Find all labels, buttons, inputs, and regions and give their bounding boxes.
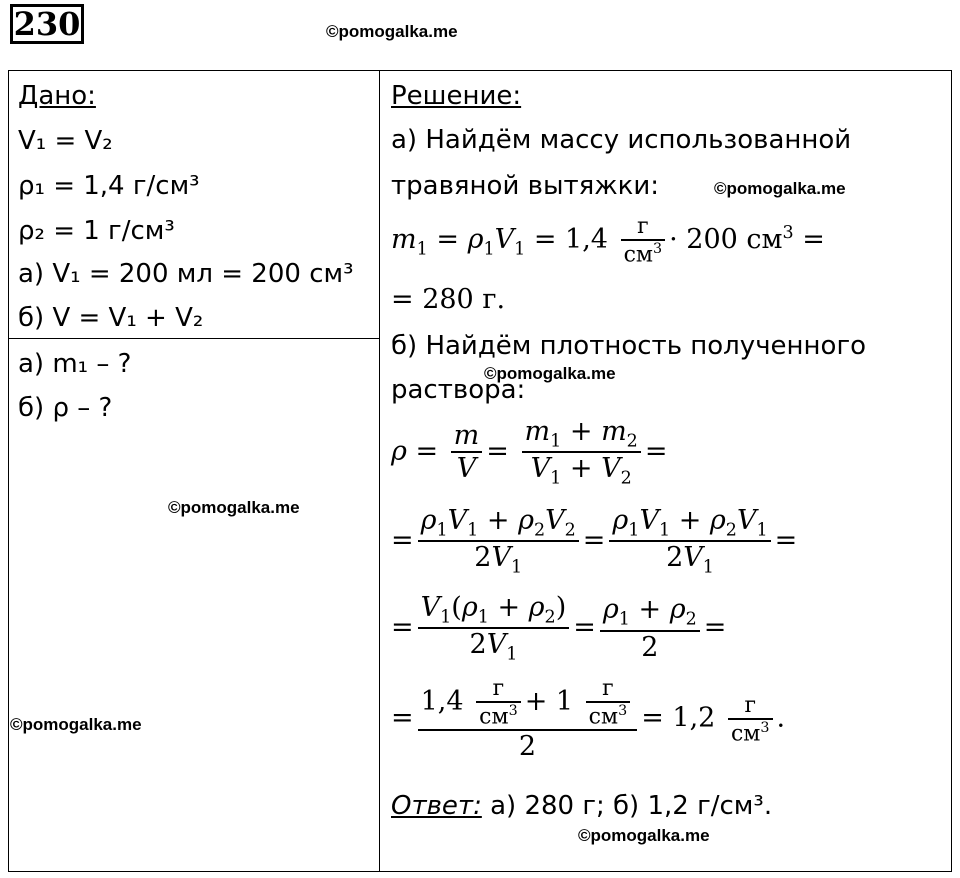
watermark: ©pomogalka.me	[326, 22, 458, 41]
formula-density-4: = 1,4 г $см^3$ + 1 г $см^3$ 2 = 1,2 г $см^3$ .	[391, 676, 786, 763]
given-line: б) V = V₁ + V₂	[18, 303, 204, 333]
formula-density-1: ρ = $\frac{m}{V}$ = $\frac{m_1 + m_2}{V_1 + V_2}$ =	[391, 416, 668, 489]
watermark: ©pomogalka.me	[168, 498, 300, 517]
watermark: ©pomogalka.me	[578, 826, 710, 845]
formula-mass: $m_1 = \rho_1V_1 = 1,4$ г $см^3$ · 200 $см^3$ =	[391, 214, 825, 268]
answer-line	[391, 790, 772, 822]
part-a-text: травяной вытяжки:	[391, 171, 660, 201]
formula-mass-result: = 280 г.	[391, 284, 506, 315]
column-divider	[379, 70, 380, 872]
given-find-divider	[8, 338, 380, 339]
given-line: а) V₁ = 200 мл = 200 см³	[18, 259, 354, 289]
part-b-text: раствора:	[391, 375, 526, 405]
solution-header: Решение:	[391, 81, 522, 111]
find-line: а) m₁ – ?	[18, 349, 132, 379]
answer-label: Ответ:	[391, 791, 482, 821]
given-line: V₁ = V₂	[18, 126, 113, 156]
find-line: б) ρ – ?	[18, 393, 113, 423]
given-line: ρ₂ = 1 г/см³	[18, 216, 175, 246]
given-line: ρ₁ = 1,4 г/см³	[18, 171, 200, 201]
problem-number: 230	[10, 4, 84, 44]
formula-density-2: = $\frac{\rho_1V_1 + \rho_2V_2}{2V_1}$ = $\frac{\rho_1V_1 + \rho_2V_1}{2V_1}$ =	[391, 505, 798, 578]
watermark: ©pomogalka.me	[10, 715, 142, 734]
given-header: Дано:	[18, 81, 96, 111]
part-a-text: а) Найдём массу использованной	[391, 125, 852, 155]
answer-text: а) 280 г; б) 1,2 г/см³.	[481, 791, 773, 821]
part-b-text: б) Найдём плотность полученного	[391, 331, 867, 361]
watermark: ©pomogalka.me	[484, 364, 616, 383]
formula-density-3: = $\frac{V_1(\rho_1 + \rho_2)}{2V_1}$ = $\frac{\rho_1 + \rho_2}{2}$ =	[391, 592, 727, 665]
watermark: ©pomogalka.me	[714, 179, 846, 198]
